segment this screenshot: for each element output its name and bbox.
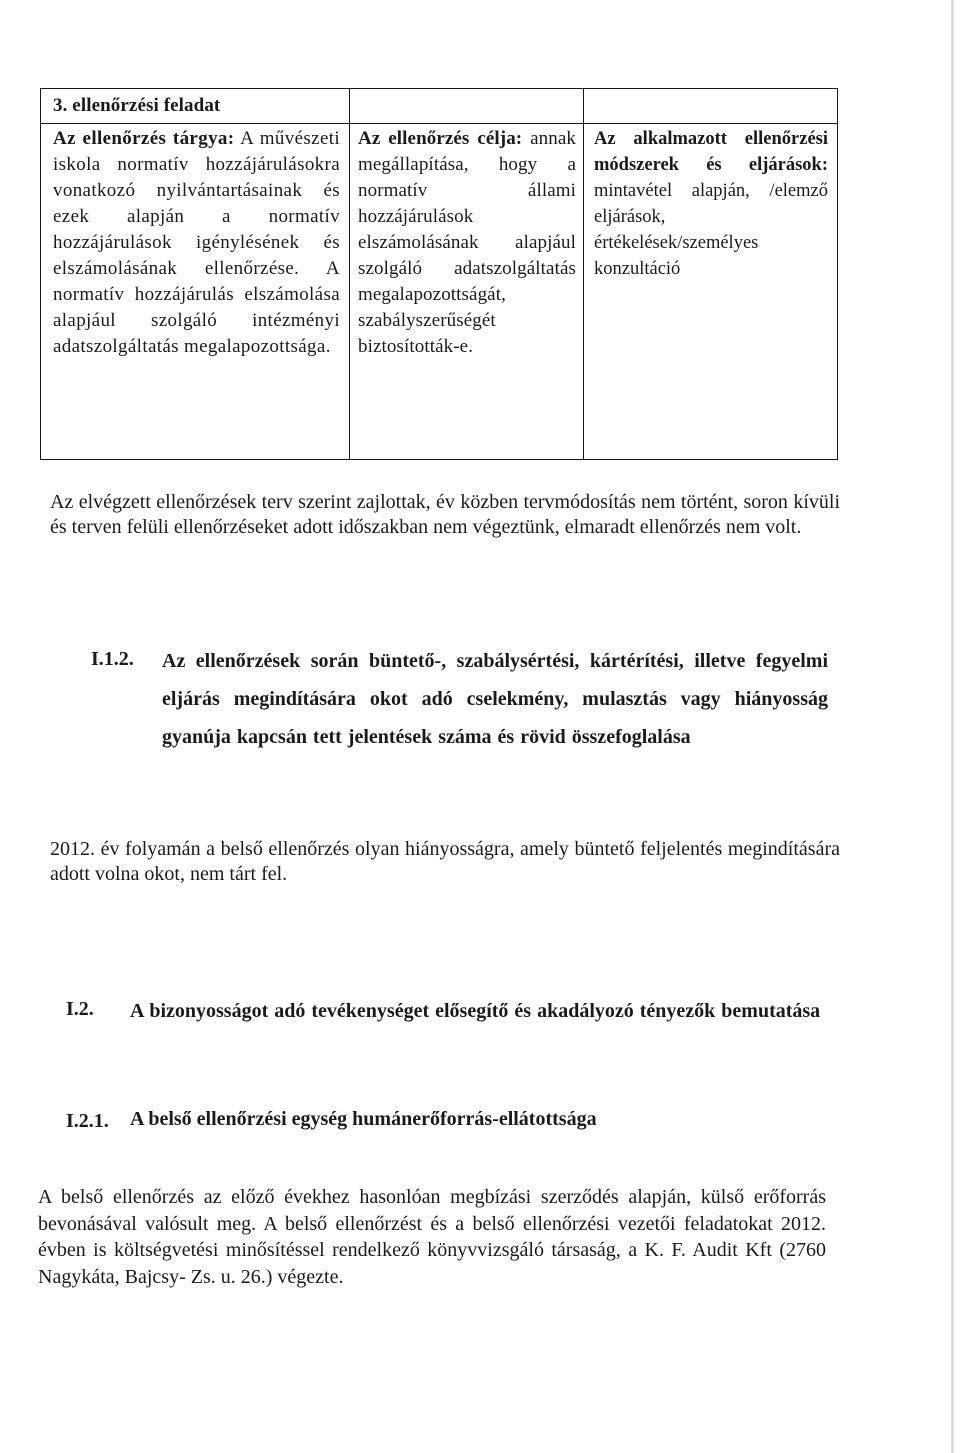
table-cell-subject <box>41 124 349 459</box>
paragraph-human-resources: A belső ellenőrzés az előző évekhez hasonlóan megbízási szerződés alapján, külső erőforrás bevonásával valósult meg. A belső ellenőrzést és a belső ellenőrzési vezetői feladatokat 2012. évben is költségvetési minősítéssel rendelkező könyvvizsgáló társaság, a K. F. Audit Kft (2760 Nagykáta, Bajcsy- Zs. u. 26.) végezte. <box>38 1186 826 1288</box>
section-number: I.2. <box>66 998 94 1020</box>
table-cell-methods <box>583 124 837 459</box>
table-cell-goal <box>349 124 583 459</box>
paragraph-no-deficiency: 2012. év folyamán a belső ellenőrzés olyan hiányosságra, amely büntető feljelentés megindítására adott volna okot, nem tárt fel. <box>50 838 840 885</box>
paragraph-audits-completed: Az elvégzett ellenőrzések terv szerint zajlottak, év közben tervmódosítás nem történt, soron kívüli és terven felüli ellenőrzéseket adott időszakban nem végeztünk, elmaradt ellenőrzés nem volt. <box>50 491 840 538</box>
cell-goal-body: annak megállapítása, hogy a normatív állami hozzájárulások elszámolásának alapjául szolgáló adatszolgáltatás megalapozottságát, szabályszerűségét biztosították-e. <box>358 128 577 357</box>
cell-goal-text <box>358 126 576 360</box>
section-number: I.2.1. <box>66 1110 109 1132</box>
cell-methods-body: mintavétel alapján, /elemző eljárások, értékelések/személyes konzultáció <box>594 181 828 279</box>
table-title-row <box>41 89 837 124</box>
cell-goal-label: Az ellenőrzés célja: <box>358 128 523 149</box>
section-heading: A bizonyosságot adó tevékenységet elősegítő és akadályozó tényezők bemutatása <box>130 1000 821 1022</box>
section-heading: Az ellenőrzések során büntető-, szabálysértési, kártérítési, illetve fegyelmi eljárás megindítására okot adó cselekmény, mulasztás vagy hiányosság gyanúja kapcsán tett jelentések száma és rövid összefoglalása <box>162 650 828 748</box>
cell-subject-label: Az ellenőrzés tárgya: <box>53 128 235 149</box>
cell-subject-text <box>53 126 340 360</box>
table-title: 3. ellenőrzési feladat <box>53 95 221 116</box>
section-number: I.1.2. <box>91 648 134 670</box>
cell-methods-label: Az alkalmazott ellenőrzési módszerek és eljárások: <box>594 129 828 175</box>
cell-subject-body: A művészeti iskola normatív hozzájárulásokra vonatkozó nyilvántartásainak és ezek alapján a normatív hozzájárulások igénylésének és elszámolásának ellenőrzése. A normatív hozzájárulás elszámolása alapjául szolgáló intézményi adatszolgáltatás megalapozottsága. <box>53 128 340 357</box>
table-divider <box>583 89 584 124</box>
audit-task-table <box>40 88 838 460</box>
table-divider <box>349 89 350 124</box>
cell-methods-text <box>594 126 828 282</box>
section-heading: A belső ellenőrzési egység humánerőforrás-ellátottsága <box>130 1108 597 1130</box>
scan-edge <box>951 0 954 1453</box>
